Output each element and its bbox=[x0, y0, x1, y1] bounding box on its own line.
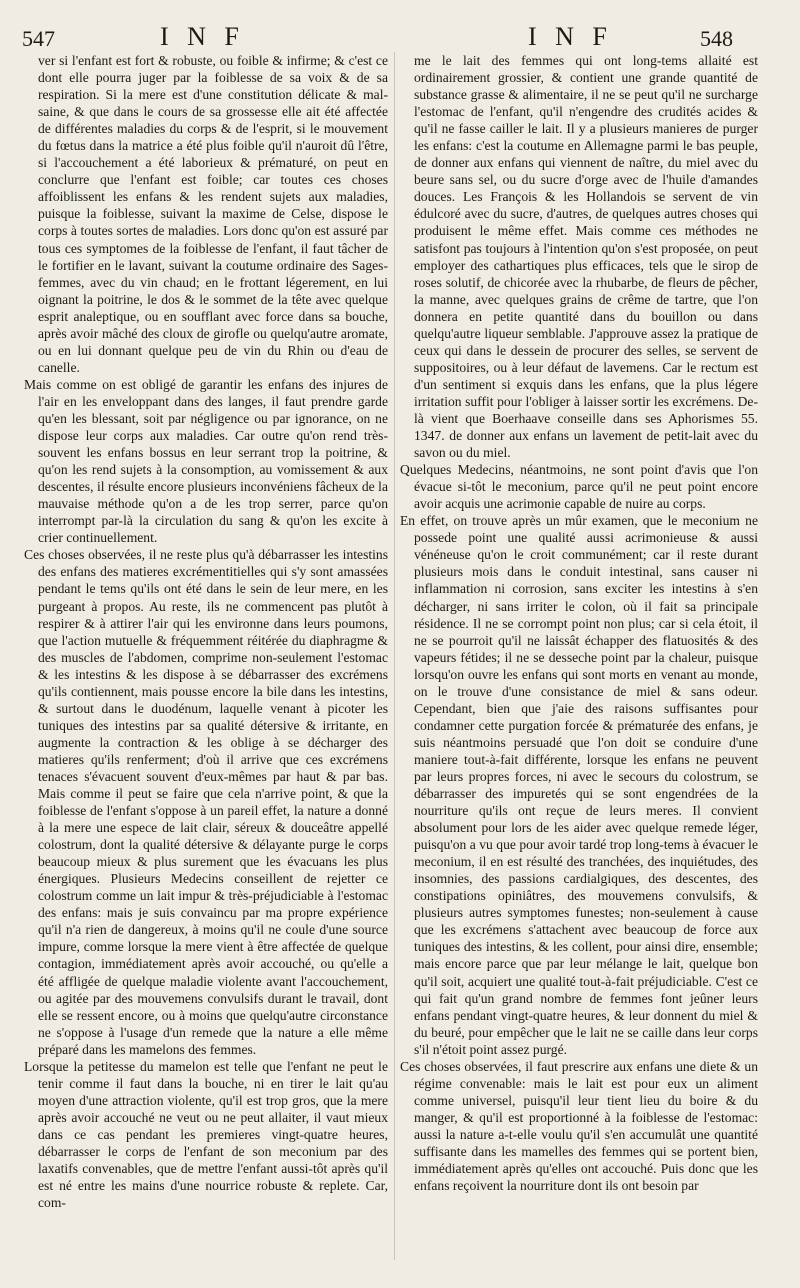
paragraph: Quelques Medecins, néantmoins, ne sont point d'avis que l'on évacue si-tôt le meconium, parce qu'il ne peut point encore avoir acquis une acrimonie capable de nuire au corps. bbox=[400, 462, 758, 512]
paragraph: me le lait des femmes qui ont long-tems allaité est ordinairement grossier, & contient une grande quantité de substance grasse & alimentaire, il ne se peut qu'il ne surcharge l'estomac de l'enfant, qu'il n'engendre des crudités acides & qu'il ne fasse cailler le lait. Il y a plusieurs manieres de purger les enfans: c'est la coutume en Allemagne parmi le bas peuple, de donner aux enfans qui viennent de naître, du miel avec du beure sans sel, ou du sucre d'orge avec de l'huile d'amandes douces. Les François & les Hollandois se servent de vin édulcoré avec du sucre, d'autres, de quelques autres choses qui produisent le même effet. Mais comme ces méthodes ne satisfont pas toujours à l'intention qu'on s'est proposée, on peut employer des cathartiques plus efficaces, tels que le sirop de roses solutif, de chicorée avec la rhubarbe, de fleurs de pêcher, la manne, avec quelques grains de crême de tartre, que l'on donnera en petite quantité dans du bouillon ou dans quelqu'autre liqueur semblable. J'approuve assez la pratique de ceux qui dans le dessein de procurer des selles, se servent de suppositoires, ou à leur défaut de lavemens. Car le rectum est d'un sentiment si exquis dans les enfans, que la plus légere irritation suffit pour l'obliger à laisser sortir les excrémens. De-là vient que Boerhaave conseille dans ses Aphorismes 55. 1347. de donner aux enfans un lavement de petit-lait avec du savon ou du miel. bbox=[414, 53, 758, 461]
paragraph: En effet, on trouve après un mûr examen, que le meconium ne possede point une qualité aussi acrimonieuse & aussi vénéneuse qu'on le croit communément; car il reste durant plusieurs mois dans le conduit intestinal, sans causer ni inflammation ni corrosion, sans exciter les intestins à s'en décharger, ni sans irriter le colon, où il fait sa principale résidence. Il ne se corrompt point non plus; car si cela étoit, il ne se pourroit qu'il ne laissât échapper des flatuosités & des vapeurs fétides; il ne se desseche point par la chaleur, puisque lorsqu'on ouvre les enfans qui sont morts en venant au monde, on le trouve d'une consistance de miel & sans odeur. Cependant, bien que j'aie des raisons suffisantes pour condamner cette purgation forcée & prématurée des enfans, je suis néantmoins persuadé que l'on doit se conduire d'une maniere tout-à-fait différente, lorsque les enfans ne peuvent par leurs propres forces, ni avec le secours du colostrum, se débarrasser des impuretés qui se sont engendrées de la nourriture qu'ils ont reçue de leurs meres. Il convient absolument pour lors de les aider avec quelque remede léger, puisqu'on a vu que pour avoir tardé trop long-tems à évacuer le meconium, il en est résulté des tranchées, des inquiétudes, des insomnies, des passions cardialgiques, des descentes, des constipations opiniâtres, des mouvemens convulsifs, & plusieurs autres symptomes funestes; non-seulement à cause que les excrémens s'attachent avec beaucoup de force aux tuniques des intestins, & les collent, pour ainsi dire, ensemble; mais encore parce que par leur mélange le lait, quelque bon qu'il soit, acquiert une qualité tout-à-fait préjudiciable. C'est ce qui fait qu'un grand nombre de femmes font jeûner leurs enfans pendant vingt-quatre heures, & leur donnent du miel & du beuré, pour empêcher que le lait ne se caille dans leur corps s'il n'étoit point assez purgé. bbox=[400, 513, 758, 1057]
page-number-left: 547 bbox=[22, 26, 55, 51]
paragraph: Ces choses observées, il faut prescrire aux enfans une diete & un régime convenable: mais le lait est pour eux un aliment comme universel, puisqu'il leur tient lieu du boire & du manger, & qu'il est proportionné à la foiblesse de l'estomac: aussi la nature a-t-elle voulu qu'il s'en accumulât une quantité suffisante dans les mamelles des femmes qui se portent bien, immédiatement après qu'elles ont accouché. Puis donc que les enfans reçoivent la nourriture dont ils ont besoin par bbox=[400, 1058, 758, 1194]
paragraph: Ces choses observées, il ne reste plus qu'à débarrasser les intestins des enfans des matieres excrémentitielles qui s'y sont amassées pendant le tems qu'ils ont été dans le sein de leur mere, en les purgeant à propos. Au reste, ils ne commencent pas plutôt à respirer & à attirer l'air qui les environne dans leurs poumons, que l'action mutuelle & fréquemment réitérée du diaphragme & des muscles de l'abdomen, comprime non-seulement l'estomac & les intestins & les dispose à se débarrasser des excrémens qu'ils contiennent, mais pousse encore la bile dans les intestins, & surtout dans le duodénum, laquelle venant à picoter les tuniques des intestins par sa qualité détersive & irritante, en augmente la contraction & les oblige à se décharger des matieres qu'ils renferment; d'où il arrive que ces excrémens tenaces s'évacuent souvent d'eux-mêmes par haut & par bas. Mais comme il peut se faire que cela n'arrive point, & que la foiblesse de l'enfant s'oppose à un pareil effet, la nature a donné à la mere une espece de lait clair, séreux & douceâtre appellé colostrum, dont la qualité détersive & délayante purge le corps beaucoup mieux & plus surement que les évacuans les plus énergiques. Plusieurs Medecins conseillent de rejetter ce colostrum comme un lait impur & très-préjudiciable à l'estomac des enfans: mais je suis convaincu par ma propre expérience qu'il n'a rien de dangereux, à moins qu'il ne coule d'une source impure, comme lorsque la mere vient à être affectée de quelque contagion, immédiatement après avoir accouché, ou qu'elle a été affligée de quelque maladie violente avant l'accouchement, ou agitée par des mouvemens convulsifs durant le travail, dont elle se ressent encore, ou à moins que quelqu'autre circonstance ne s'oppose à l'usage d'un remede que la nature a elle même préparé dans les mamelons des femmes. bbox=[24, 547, 388, 1057]
paragraph: Mais comme on est obligé de garantir les enfans des injures de l'air en les enveloppant dans des langes, il faut prendre garde qu'en les blessant, soit par négligence ou par ignorance, on ne dispose leur corps aux maladies. Car outre qu'on rend très-souvent les enfans bossus en leur serrant trop la poitrine, & qu'on les rend sujets à la consomption, au vomissement & aux descentes, il résulte encore plusieurs inconvéniens fâcheux de la mauvaise méthode qu'on a de les trop serrer, parce qu'on interrompt par-là la circulation du sang & qu'on les excite à crier continuellement. bbox=[24, 376, 388, 546]
page-number-right: 548 bbox=[700, 26, 733, 51]
left-column bbox=[24, 52, 388, 1211]
paragraph: ver si l'enfant est fort & robuste, ou foible & infirme; & c'est ce dont elle pourra juger par la foiblesse de sa voix & de sa respiration. Si la mere est d'une constitution délicate & mal-saine, & que dans le cours de sa grossesse elle ait été affectée de différentes maladies du corps & de l'esprit, si le mouvement du fœtus dans la matrice a été plus foible qu'il n'auroit dû l'être, si l'accouchement a été laborieux & prématuré, on peut en conclurre que l'enfant est foible; car toutes ces choses affoiblissent les enfans & les rendent sujets aux maladies, puisque la foiblesse, suivant la maxime de Celse, dispose le corps à toutes sortes de maladies. Lors donc qu'on est assuré par tous ces symptomes de la foiblesse de l'enfant, il faut tâcher de le fortifier en le lavant, suivant la coutume ordinaire des Sages-femmes, avec du vin chaud; en le frottant légerement, en lui oignant la poitrine, le dos & le sommet de la tête avec quelque esprit analeptique, ou en soufflant avec force dans sa bouche, après avoir mâché des cloux de girofle ou quelqu'autre aromate, ou en lui donnant quelque peu de vin du Rhin ou d'eau de canelle. bbox=[38, 53, 388, 375]
right-column bbox=[400, 52, 758, 1194]
column-divider bbox=[394, 52, 395, 1260]
running-head-right: I N F bbox=[528, 22, 613, 51]
paragraph: Lorsque la petitesse du mamelon est telle que l'enfant ne peut le tenir comme il faut dans la bouche, ni en tirer le lait qu'au moyen d'une attraction violente, qu'il est trop gros, que la mere après avoir accouché ne veut ou ne peut allaiter, il vaut mieux dans ce cas pendant les premieres vingt-quatre heures, débarrasser le corps de l'enfant de son meconium par des laxatifs convenables, que de mettre l'enfant aussi-tôt après qu'il est né entre les mains d'une nourrice robuste & replete. Car, com- bbox=[24, 1058, 388, 1211]
running-head-left: I N F bbox=[160, 22, 245, 51]
